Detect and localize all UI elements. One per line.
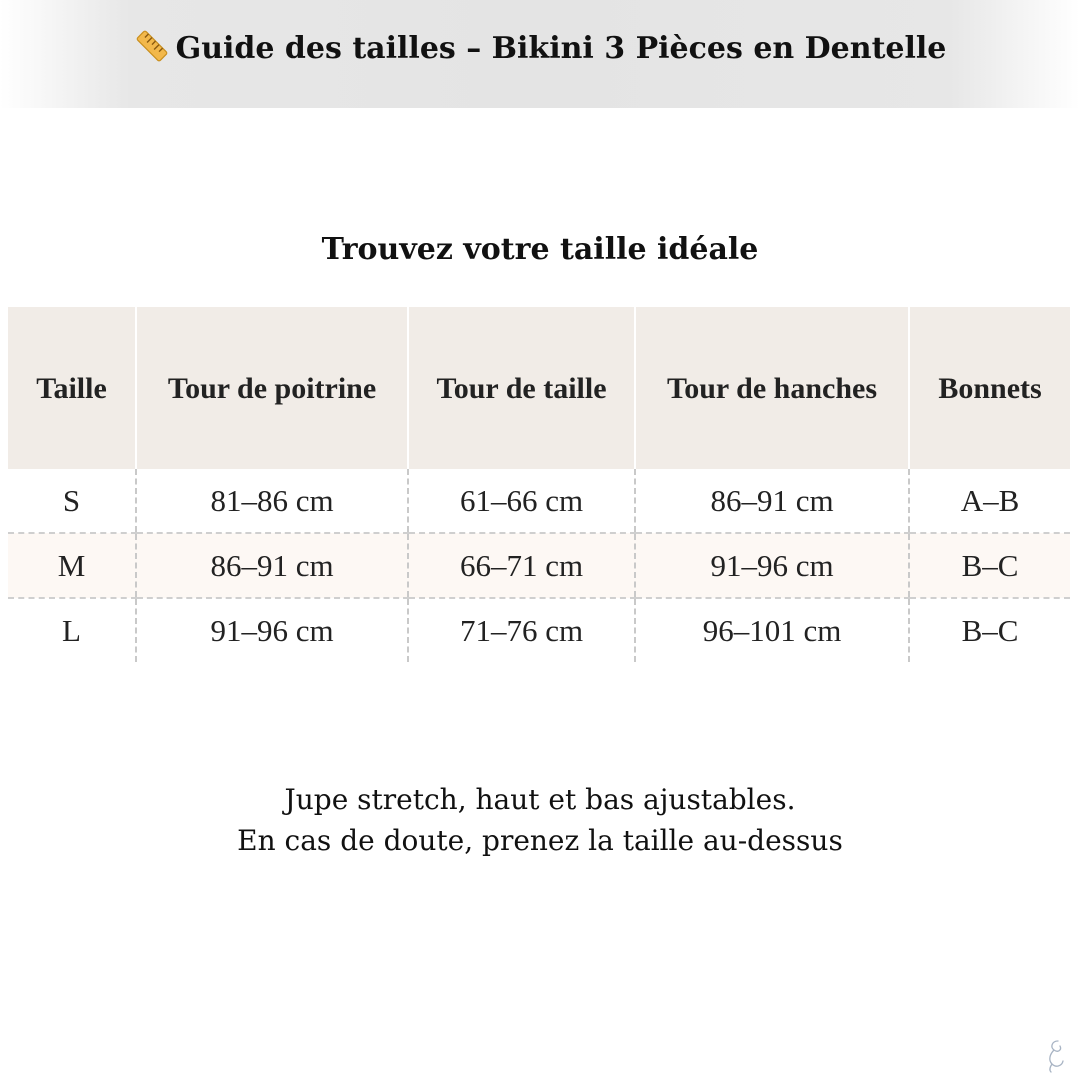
cell-size: S [8,469,136,533]
title-banner [0,0,1080,108]
ruler-icon [134,28,170,64]
cell-cups: B–C [909,598,1070,662]
page-title: Guide des tailles – Bikini 3 Pièces en Dentelle [175,31,947,66]
column-header-cups: Bonnets [909,307,1070,469]
fit-note [0,779,1080,861]
cell-waist: 66–71 cm [408,533,635,598]
table-row [8,533,1070,598]
cell-waist: 61–66 cm [408,469,635,533]
cell-hips: 91–96 cm [635,533,909,598]
cell-bust: 86–91 cm [136,533,408,598]
cell-hips: 86–91 cm [635,469,909,533]
column-header-waist: Tour de taille [408,307,635,469]
brand-logo-icon [1042,1038,1070,1074]
table-header-row [8,307,1070,469]
cell-size: M [8,533,136,598]
cell-cups: B–C [909,533,1070,598]
cell-hips: 96–101 cm [635,598,909,662]
cell-cups: A–B [909,469,1070,533]
cell-bust: 91–96 cm [136,598,408,662]
column-header-size: Taille [8,307,136,469]
size-table [8,307,1070,662]
column-header-hips: Tour de hanches [635,307,909,469]
subtitle: Trouvez votre taille idéale [321,232,759,267]
cell-bust: 81–86 cm [136,469,408,533]
fit-note-line-2: En cas de doute, prenez la taille au-dessus [237,824,843,857]
column-header-bust: Tour de poitrine [136,307,408,469]
cell-size: L [62,612,81,648]
table-row [8,469,1070,533]
cell-waist: 71–76 cm [408,598,635,662]
table-row [8,598,1070,662]
fit-note-line-1: Jupe stretch, haut et bas ajustables. [284,783,796,816]
banner-content [0,28,1080,70]
